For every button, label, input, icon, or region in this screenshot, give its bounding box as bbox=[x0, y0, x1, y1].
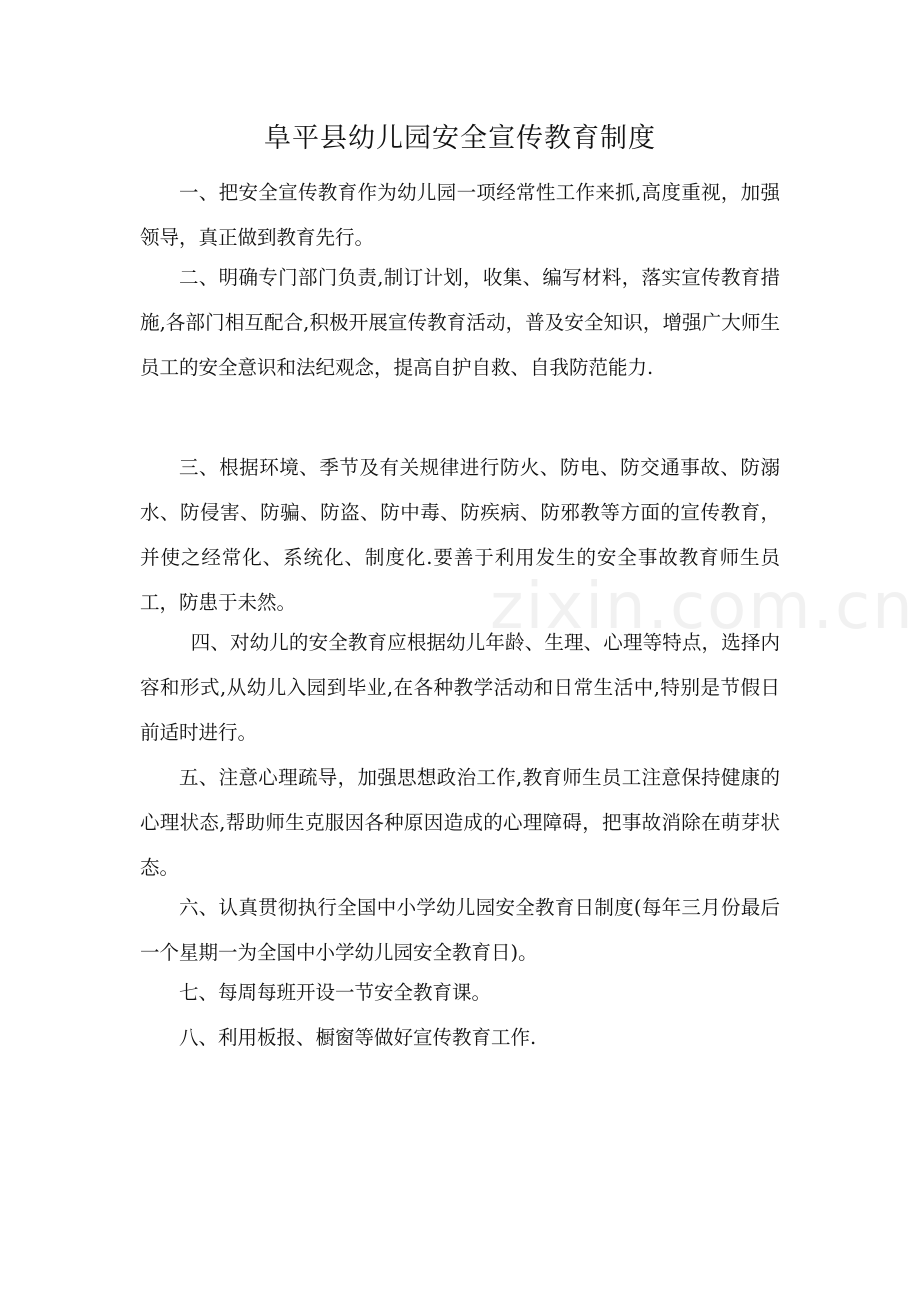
paragraph-8: 八、利用板报、橱窗等做好宣传教育工作. bbox=[179, 1026, 537, 1049]
watermark: zixin.com.cn bbox=[490, 570, 915, 644]
document-title: 阜平县幼儿园安全宣传教育制度 bbox=[264, 123, 656, 154]
paragraph-7: 七、每周每班开设一节安全教育课。 bbox=[179, 981, 492, 1004]
paragraph-2: 二、明确专门部门负责,制订计划，收集、编写材料，落实宣传教育措施,各部门相互配合,积极开展宣传教育活动，普及安全知识，增强广大师生员工的安全意识和法纪观念，提高自护自救、自我防范能力. bbox=[140, 266, 780, 379]
paragraph-3: 三、根据环境、季节及有关规律进行防火、防电、防交通事故、防溺水、防侵害、防骗、防盗、防中毒、防疾病、防邪教等方面的宣传教育，并使之经常化、系统化、制度化.要善于利用发生的安全事故教育师生员工，防患于未然。 bbox=[140, 456, 780, 614]
paragraph-1: 一、把安全宣传教育作为幼儿园一项经常性工作来抓,高度重视，加强领导，真正做到教育先行。 bbox=[140, 181, 780, 249]
paragraph-6: 六、认真贯彻执行全国中小学幼儿园安全教育日制度(每年三月份最后一个星期一为全国中小学幼儿园安全教育日)。 bbox=[140, 896, 780, 964]
paragraph-4: 四、对幼儿的安全教育应根据幼儿年龄、生理、心理等特点，选择内容和形式,从幼儿入园到毕业,在各种教学活动和日常生活中,特别是节假日前适时进行。 bbox=[140, 631, 780, 744]
paragraph-5: 五、注意心理疏导，加强思想政治工作,教育师生员工注意保持健康的心理状态,帮助师生克服因各种原因造成的心理障碍，把事故消除在萌芽状态。 bbox=[140, 766, 780, 879]
